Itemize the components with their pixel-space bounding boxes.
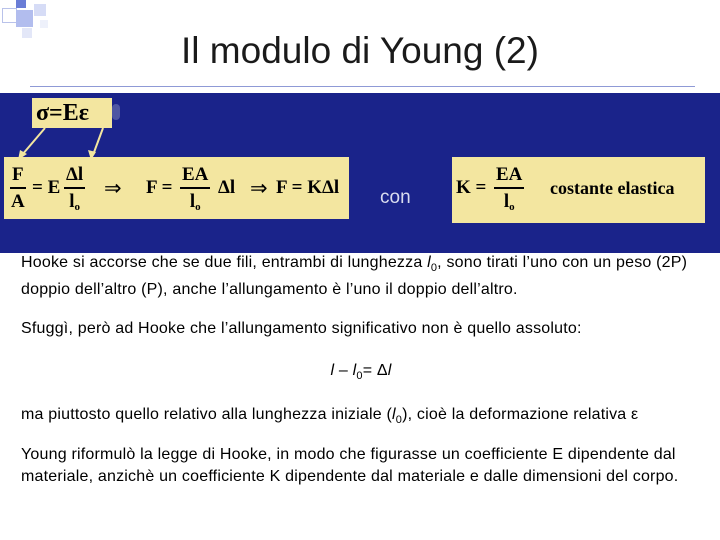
implies-icon: ⇒ — [250, 176, 268, 200]
elongation-equation: $l - l_0= \Delta l$ — [330, 362, 392, 383]
paragraph-relative-deformation: ma piuttosto quello relativo alla lunghezza iniziale $(l_0)$, cioè la deformazione relativa ε — [21, 406, 639, 427]
paragraph-absolute-elongation: Sfuggì, però ad Hooke che l’allungamento significativo non è quello assoluto: — [21, 320, 582, 337]
hooke-law-text: σ=Eε — [36, 100, 89, 126]
connector-text: con — [380, 187, 411, 208]
fraction-ea-over-l0: $\frac{EA}{l_o}$ — [496, 164, 523, 213]
elastic-constant-formula: K = $\frac{EA}{l_o}$ — [452, 157, 705, 223]
formula-chain: $\frac{F}{A}$ = E $\frac{\Delta l}{l_o}$ ⇒ F = $\frac{EA}{l_o}$ Δl ⇒ F = KΔl — [4, 157, 349, 219]
fraction-f-over-a: $\frac{F}{A}$ — [10, 164, 25, 212]
elastic-constant-label: costante elastica — [550, 178, 675, 198]
implies-icon: ⇒ — [104, 176, 122, 200]
fraction-ea-over-l0: $\frac{EA}{l_o}$ — [182, 164, 209, 213]
paragraph-hooke-observation: Hooke si accorse che se due fili, entrambi di lunghezza $l_0$, sono tirati l’uno con un peso (2P) doppio dell’altro (P), anche l’allungamento è l’uno il doppio dell’altro. — [21, 254, 688, 299]
paragraph-young-reformulation: Young riformulò la legge di Hooke, in modo che figurasse un coefficiente E dipendente dal materiale, anzichè un coefficiente K dipendente dal materiale e dalle dimensioni del corpo. — [21, 446, 679, 485]
slide-title: Il modulo di Young (2) — [181, 30, 539, 71]
fraction-dl-over-l0: $\frac{\Delta l}{l_o}$ — [66, 164, 84, 213]
